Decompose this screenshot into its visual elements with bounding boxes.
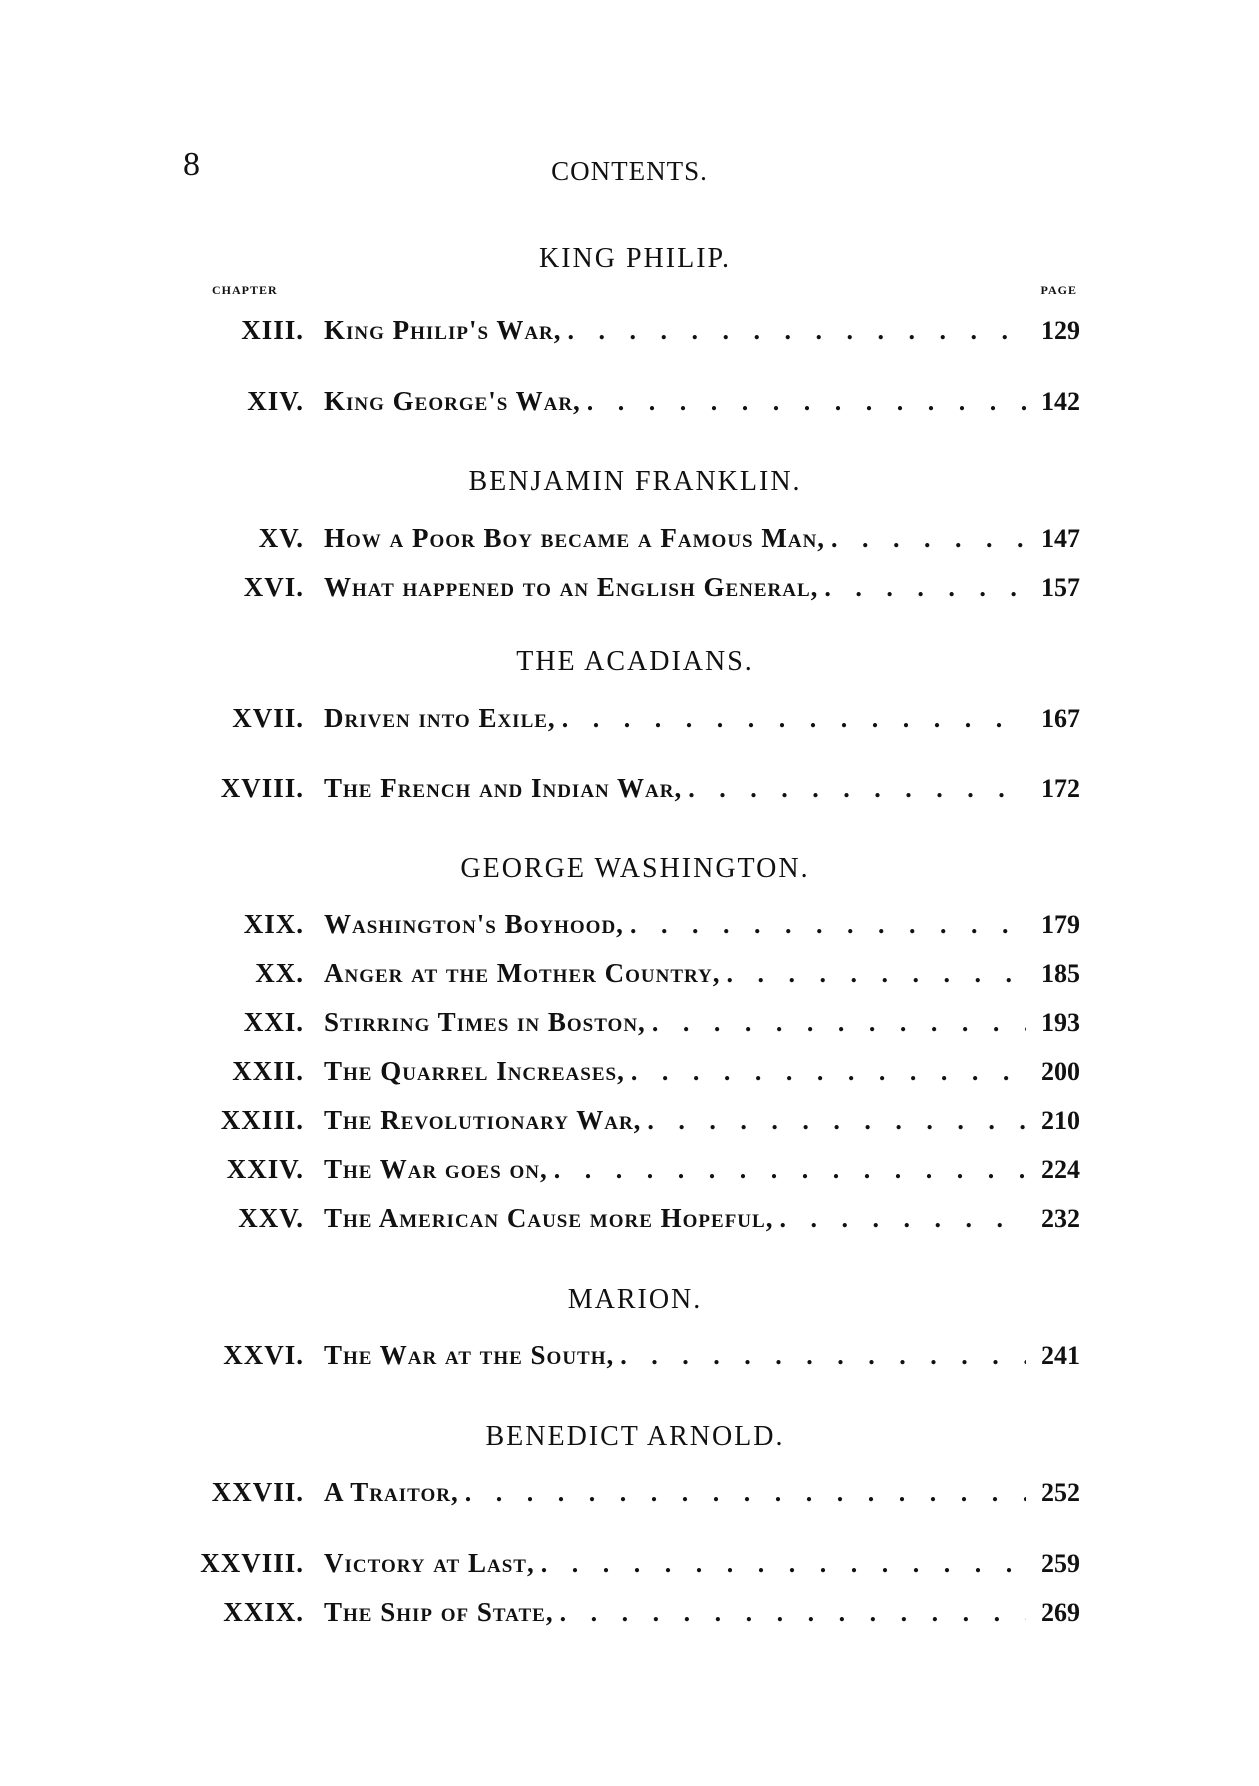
page-ref: 224 bbox=[1041, 1155, 1080, 1184]
chapter-title: King Philip's War, bbox=[324, 315, 562, 345]
chapter-number: XXII. bbox=[232, 1056, 304, 1086]
chapter-number: XXIII. bbox=[220, 1105, 304, 1135]
chapter-title: How a Poor Boy became a Famous Man, bbox=[324, 523, 826, 553]
dot-leader bbox=[459, 1476, 1026, 1510]
chapter-number: XIV. bbox=[247, 386, 304, 416]
page-ref: 172 bbox=[1041, 774, 1080, 803]
dot-leader bbox=[641, 1104, 1026, 1138]
chapter-title: King George's War, bbox=[324, 386, 581, 416]
toc-entry bbox=[150, 771, 1080, 805]
toc-entry bbox=[150, 1338, 1080, 1372]
dot-leader bbox=[562, 314, 1026, 348]
toc-entry bbox=[150, 1201, 1080, 1235]
chapter-title: Victory at Last, bbox=[324, 1548, 535, 1578]
page-ref: 252 bbox=[1041, 1478, 1080, 1507]
chapter-number: XXVIII. bbox=[200, 1548, 304, 1578]
toc-entry bbox=[150, 570, 1080, 604]
chapter-number: XX. bbox=[255, 958, 304, 988]
toc-entry bbox=[150, 1475, 1080, 1509]
chapter-number: XXIV. bbox=[226, 1154, 304, 1184]
chapter-number: XXVII. bbox=[211, 1477, 304, 1507]
page-ref: 185 bbox=[1041, 959, 1080, 988]
dot-leader bbox=[548, 1153, 1026, 1187]
chapter-title: Anger at the Mother Country, bbox=[324, 958, 721, 988]
dot-leader bbox=[556, 702, 1026, 736]
toc-entry bbox=[150, 1005, 1080, 1039]
toc-entry bbox=[150, 956, 1080, 990]
toc-entry bbox=[150, 1595, 1080, 1629]
toc-entry bbox=[150, 521, 1080, 555]
toc-entry bbox=[150, 384, 1080, 418]
page-ref: 129 bbox=[1041, 316, 1080, 345]
page-ref: 167 bbox=[1041, 704, 1080, 733]
dot-leader bbox=[682, 772, 1026, 806]
section-title-the-acadians: THE ACADIANS. bbox=[516, 646, 754, 677]
chapter-title: The French and Indian War, bbox=[324, 773, 683, 803]
page-ref: 269 bbox=[1041, 1598, 1080, 1627]
dot-leader bbox=[625, 1055, 1026, 1089]
page-ref: 193 bbox=[1041, 1008, 1080, 1037]
dot-leader bbox=[721, 957, 1026, 991]
page-ref: 157 bbox=[1041, 573, 1080, 602]
section-title-marion: MARION. bbox=[567, 1284, 703, 1315]
chapter-title: Washington's Boyhood, bbox=[324, 909, 624, 939]
toc-entry bbox=[150, 1103, 1080, 1137]
chapter-number: XIX. bbox=[243, 909, 304, 939]
page-ref: 179 bbox=[1041, 910, 1080, 939]
chapter-title: What happened to an English General, bbox=[324, 572, 819, 602]
dot-leader bbox=[614, 1339, 1026, 1373]
dot-leader bbox=[554, 1596, 1026, 1630]
chapter-number: XXI. bbox=[243, 1007, 304, 1037]
dot-leader bbox=[825, 522, 1026, 556]
chapter-number: XVI. bbox=[243, 572, 304, 602]
toc-entry bbox=[150, 1546, 1080, 1580]
column-label-chapter: CHAPTER bbox=[212, 283, 278, 297]
toc-entry bbox=[150, 701, 1080, 735]
section-title-benjamin-franklin: BENJAMIN FRANKLIN. bbox=[468, 466, 802, 497]
chapter-number: XVII. bbox=[232, 703, 304, 733]
chapter-number: XIII. bbox=[241, 315, 304, 345]
page-ref: 147 bbox=[1041, 524, 1080, 553]
toc-entry bbox=[150, 907, 1080, 941]
page-ref: 142 bbox=[1041, 387, 1080, 416]
chapter-title: The American Cause more Hopeful, bbox=[324, 1203, 774, 1233]
section-title-george-washington: GEORGE WASHINGTON. bbox=[460, 853, 810, 884]
dot-leader bbox=[581, 385, 1026, 419]
dot-leader bbox=[773, 1202, 1026, 1236]
chapter-title: The Quarrel Increases, bbox=[324, 1056, 625, 1086]
chapter-title: The Revolutionary War, bbox=[324, 1105, 642, 1135]
page-ref: 241 bbox=[1041, 1341, 1080, 1370]
chapter-title: Driven into Exile, bbox=[324, 703, 556, 733]
dot-leader bbox=[646, 1006, 1026, 1040]
page-ref: 232 bbox=[1041, 1204, 1080, 1233]
chapter-number: XXIX. bbox=[223, 1597, 304, 1627]
page-ref: 200 bbox=[1041, 1057, 1080, 1086]
chapter-title: The War goes on, bbox=[324, 1154, 548, 1184]
chapter-number: XV. bbox=[258, 523, 304, 553]
page-number: 8 bbox=[183, 146, 200, 183]
chapter-number: XVIII. bbox=[220, 773, 304, 803]
chapter-title: The Ship of State, bbox=[324, 1597, 554, 1627]
running-title: CONTENTS. bbox=[551, 156, 708, 186]
toc-entry bbox=[150, 1054, 1080, 1088]
column-label-page: PAGE bbox=[1040, 283, 1077, 297]
toc-entry bbox=[150, 313, 1080, 347]
page-ref: 259 bbox=[1041, 1549, 1080, 1578]
chapter-title: A Traitor, bbox=[324, 1477, 459, 1507]
toc-entry bbox=[150, 1152, 1080, 1186]
dot-leader bbox=[624, 908, 1026, 942]
dot-leader bbox=[818, 571, 1026, 605]
section-title-king-philip: KING PHILIP. bbox=[539, 243, 731, 274]
chapter-title: Stirring Times in Boston, bbox=[324, 1007, 646, 1037]
page-ref: 210 bbox=[1041, 1106, 1080, 1135]
section-title-benedict-arnold: BENEDICT ARNOLD. bbox=[485, 1421, 785, 1452]
chapter-number: XXV. bbox=[238, 1203, 304, 1233]
chapter-title: The War at the South, bbox=[324, 1340, 615, 1370]
dot-leader bbox=[535, 1547, 1026, 1581]
chapter-number: XXVI. bbox=[223, 1340, 304, 1370]
